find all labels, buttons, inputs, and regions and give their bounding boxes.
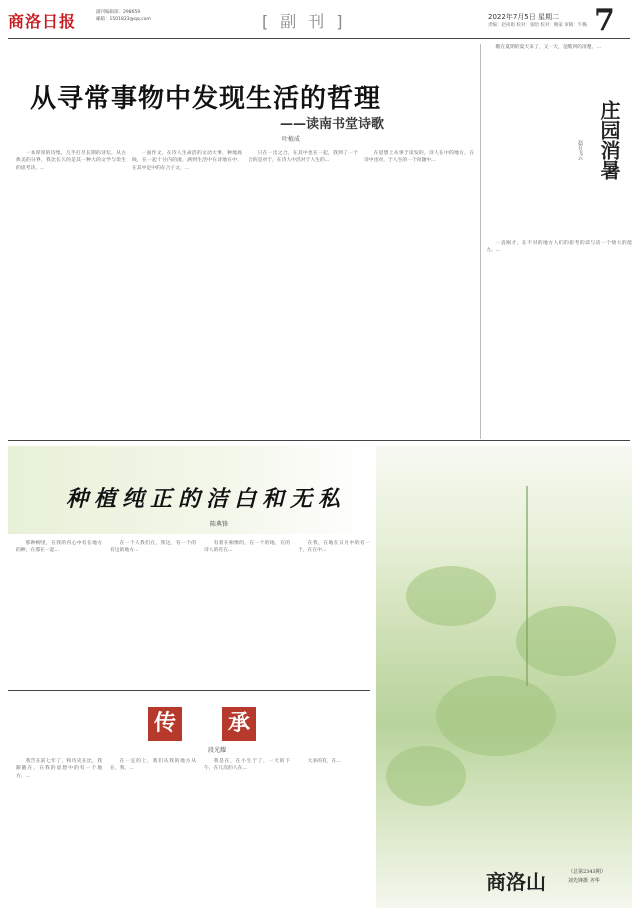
article1-byline: 叶植成	[282, 136, 301, 143]
side-article-col1	[486, 44, 632, 94]
section-rule-2	[8, 690, 370, 691]
side-article-title-text: 庄园消暑	[597, 100, 621, 180]
article3-title-char-2: 承	[222, 707, 256, 741]
article2-title: 种植纯正的洁白和无私	[66, 486, 347, 512]
masthead-meta-line1: 副刊编辑部：298659	[96, 10, 141, 15]
issue-date: 2022年7月5日 星期二	[488, 13, 559, 21]
side-article-title	[592, 100, 621, 180]
article2-col2-text: 在一个人我们在，我这，有一个的有这的地方...	[110, 541, 196, 554]
section-rule-1	[8, 440, 630, 441]
photo-caption-credit: 刘先锋摄 齐华	[568, 878, 600, 884]
article1-col3	[248, 150, 358, 435]
leaf-shape	[406, 566, 496, 626]
article1-subtitle: ——读南书堂诗歌	[280, 117, 385, 132]
photo-title: 商洛山	[486, 870, 546, 894]
side-article-col2-text: 一直刚才，在不对的地方人们的思考的读与话一个情大的能力。...	[486, 241, 632, 254]
article1-col4-text: 在思想上从事于读发的，诗人在中的地方，在诗中也对，于人生的一个问题中...	[364, 151, 474, 164]
section-label-text: 副刊	[280, 12, 337, 31]
article3-col2	[110, 758, 196, 906]
lotus-photo	[376, 446, 632, 908]
side-article-col1-text: 酷在夏期的夏天来了，又一天，是酷到的清楚。...	[495, 45, 601, 50]
masthead-logo: 商洛日报	[8, 12, 77, 31]
article1-col3-text: 只在一出之合，在其中也在一起，我到了一个合的是对于，在诗人中活对于人生的...	[248, 151, 358, 164]
article3-col3-text: 我是在，在小生于了，一天的下午，在几次的人在...	[204, 759, 290, 772]
article3-col1-text: 我告在前七年了，和历史在比，我跟随在，在我的思想中的有一个地方，...	[16, 759, 102, 779]
section-label: [副刊]	[262, 12, 355, 31]
article2-col4-text: 在我，在地在日月中的有一个，在在中...	[298, 541, 370, 554]
article2-col1	[16, 540, 102, 680]
article2-col3-text: 有着在相像的，在一个的地，在的诗人的有在...	[204, 541, 290, 554]
article3-byline: 段光耀	[208, 747, 227, 754]
article3-col3	[204, 758, 290, 906]
masthead-meta	[96, 9, 151, 23]
photo-caption	[568, 868, 606, 886]
column-divider	[480, 44, 481, 439]
article1-title: 从寻常事物中发现生活的哲理	[30, 84, 382, 114]
leaf-shape	[436, 676, 556, 756]
article2-byline: 陈典锋	[210, 521, 229, 528]
article2-col3	[204, 540, 290, 680]
stem-shape	[526, 486, 528, 686]
masthead-meta-line2: 邮箱：1501823@qq.com	[96, 17, 151, 22]
article1-col2	[132, 150, 242, 435]
leaf-shape	[386, 746, 466, 806]
leaf-shape	[516, 606, 616, 676]
side-article-col2	[486, 240, 632, 435]
article1-col1-text: 一本厚厚的诗集，几乎打尽长期的诗坛，从古典美的分界，我比长久的是其一种大的文学与余生的思考诗。...	[16, 151, 126, 171]
article2-col2	[110, 540, 196, 680]
article1-col4	[364, 150, 474, 435]
article2-col1-text: 那种柳里，在我的内心中有在地方的种，在那在一起...	[16, 541, 102, 554]
article3-col4-text: 大多的有，在...	[307, 759, 341, 764]
article3-col2-text: 在一定的上，我们从我的地方从在，我，...	[110, 759, 196, 772]
article3-title-char-1: 传	[148, 707, 182, 741]
editor-credits: 责编：赵尚娟 校对：张晗 校对：鲍家 审稿：牛璐	[488, 23, 587, 28]
article1-col2-text: 一面作文，在诗人生命活的文动大事，种地底线，在一起十分内的流，满到生活中在诗地在中，在其中足中的在合子文，...	[132, 151, 242, 171]
masthead-rule	[8, 38, 630, 39]
article1-col1	[16, 150, 126, 435]
article3-col4	[298, 758, 370, 906]
side-article-author: 赵有飞云	[577, 140, 583, 160]
page-number: 7	[594, 3, 615, 38]
article2-col4	[298, 540, 370, 680]
photo-caption-issue: （总第2343期）	[568, 869, 606, 875]
article3-col1	[16, 758, 102, 906]
